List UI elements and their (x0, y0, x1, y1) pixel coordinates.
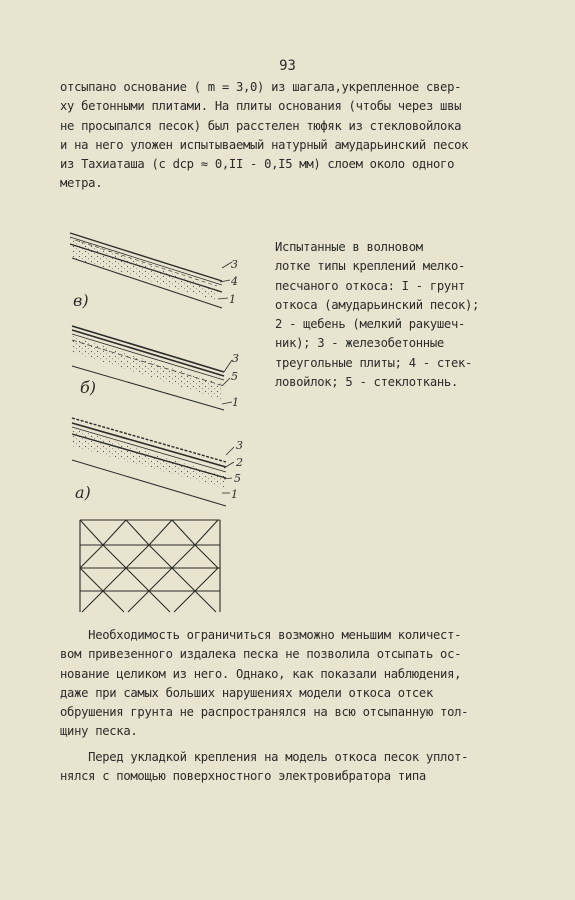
layer-label: 5 (231, 370, 238, 383)
text-line: Необходимость ограничиться возможно меньшим количест- (60, 628, 462, 642)
caption-line: ловойлок; 5 - стеклоткань. (275, 375, 458, 390)
figure-caption (275, 238, 525, 392)
layer-label: 3 (231, 258, 238, 271)
text-line: Перед укладкой крепления на модель откоса песок уплот- (60, 749, 469, 764)
caption-line: Испытанные в волновом (275, 240, 423, 254)
text-line: не просыпался песок) был расстелен тюфяк из стекловойлока (60, 118, 462, 133)
layer-label: 2 (236, 456, 243, 469)
caption-line: 2 - щебень (мелкий ракушеч- (275, 317, 466, 332)
variant-v-label: в) (73, 291, 89, 310)
text-line: вом привезенного издалека песка не позволила отсыпать ос- (60, 647, 462, 662)
text-line: из Тахиаташа (с dср ≈ 0,II - 0,I5 мм) слоем около одного (60, 157, 455, 172)
text-line: метра. (60, 176, 103, 191)
triangular-plates-plan (80, 520, 220, 612)
bottom-paragraphs (60, 626, 520, 786)
variant-v-diagram (70, 233, 232, 308)
text-line: нялся с помощью поверхностного электровибратора типа (60, 769, 426, 784)
text-line: обрушения грунта не распространялся на всю отсыпанную тол- (60, 705, 469, 720)
caption-line: треугольные плиты; 4 - стек- (275, 355, 473, 370)
variant-a-diagram (72, 418, 234, 506)
text-line: отсыпано основание ( m = 3,0) из шагала,укрепленное свер- (60, 80, 462, 94)
layer-label: 1 (232, 396, 239, 409)
variant-a-label: а) (75, 483, 91, 502)
text-line: нование целиком из него. Однако, как показали наблюдения, (60, 666, 462, 681)
caption-line: песчаного откоса: I - грунт (275, 278, 466, 293)
variant-b-diagram (72, 326, 232, 410)
layer-label: 1 (229, 293, 236, 306)
text-line: и на него уложен испытываемый натурный амударьинский песок (60, 137, 469, 152)
layer-label: 3 (232, 352, 239, 365)
text-line: ху бетонными плитами. На плиты основания (чтобы через швы (60, 99, 462, 114)
caption-line: лотке типы креплений мелко- (275, 259, 466, 274)
page-number: 93 (279, 58, 296, 74)
layer-label: 1 (231, 488, 238, 501)
variant-b-label: б) (80, 378, 97, 397)
text-line: даже при самых больших нарушениях модели откоса отсек (60, 685, 433, 700)
layer-label: 4 (231, 275, 238, 288)
caption-line: ник); 3 - железобетонные (275, 336, 444, 351)
layer-label: 5 (234, 472, 241, 485)
caption-line: откоса (амударьинский песок); (275, 297, 480, 312)
text-line: щину песка. (60, 724, 138, 739)
layer-label: 3 (236, 439, 243, 452)
